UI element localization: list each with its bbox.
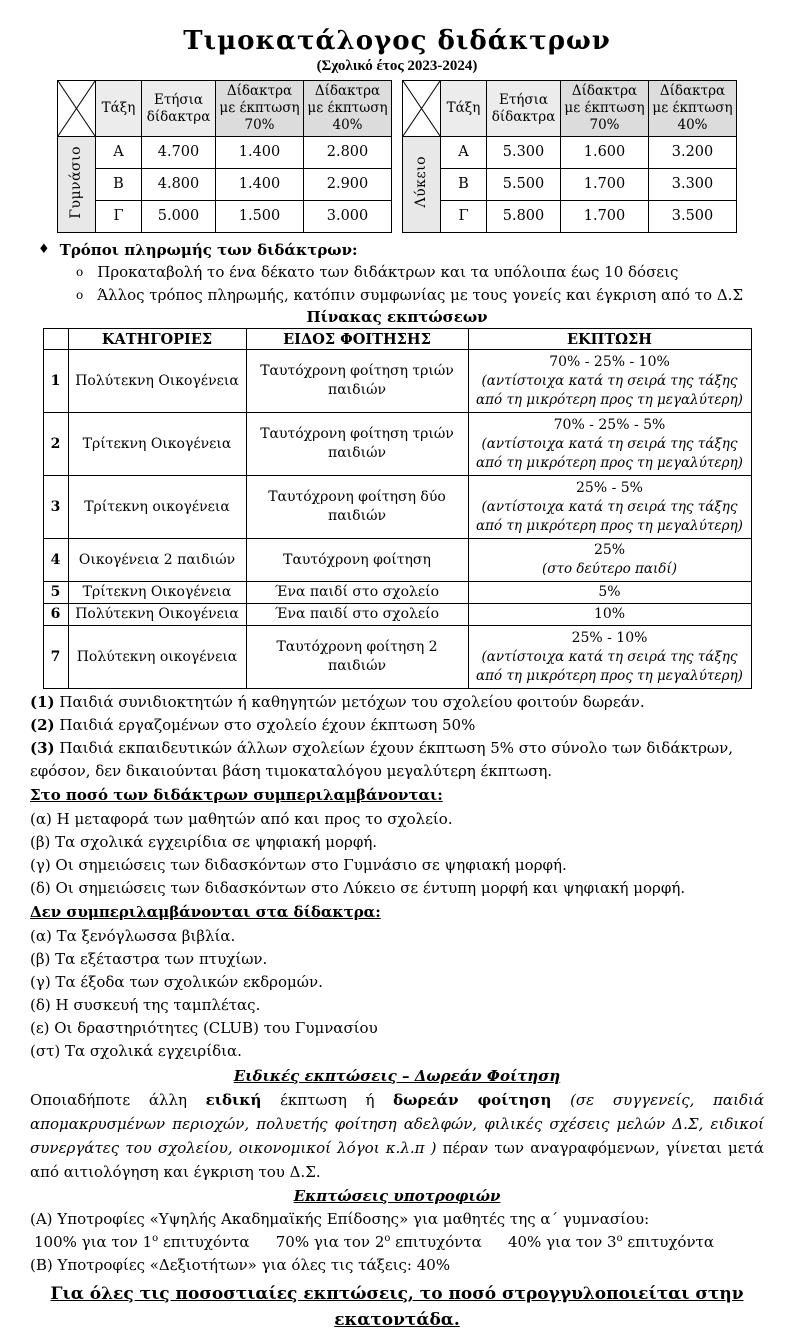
percent-post: επιτυχόντα — [390, 1233, 482, 1251]
row-type: Ένα παιδί στο σχολείο — [246, 604, 468, 626]
row-discount — [468, 350, 751, 413]
percent-sup: ο — [152, 1233, 159, 1244]
col-header-annual: Ετήσια δίδακτρα — [142, 81, 216, 137]
row-num: 6 — [43, 604, 68, 626]
row-category: Πολύτεκνη οικογένεια — [68, 626, 246, 689]
scholarships-heading: Εκπτώσεις υποτροφιών — [293, 1187, 501, 1205]
scholarship-percent-item — [34, 1231, 250, 1254]
row-type: Ταυτόχρονη φοίτηση τριών παιδιών — [246, 413, 468, 476]
row-type: Ταυτόχρονη φοίτηση — [246, 539, 468, 582]
row-discount — [468, 476, 751, 539]
percent-pre: 40% για τον 3 — [507, 1233, 617, 1251]
table-row — [43, 476, 751, 539]
fee-cell: 5.300 — [487, 137, 561, 169]
not-included-item: (ε) Οι δραστηριότητες (CLUB) του Γυμνασίου — [30, 1019, 378, 1037]
row-discount: 10% — [468, 604, 751, 626]
note-line — [30, 691, 764, 714]
notes-section — [30, 691, 764, 783]
discount-value: 25% - 5% — [576, 479, 643, 496]
scholarship-percents-row — [30, 1231, 764, 1254]
fee-cell: 5.500 — [487, 169, 561, 201]
percent-pre: 100% για τον 1 — [34, 1233, 153, 1251]
fee-table-gymnasio — [57, 80, 392, 233]
col-header-disc70: Δίδακτρα με έκπτωση 70% — [216, 81, 304, 137]
level-cell — [403, 137, 441, 233]
included-heading: Στο ποσό των διδάκτρων συμπεριλαμβάνονται: — [30, 786, 443, 804]
fee-cell: 3.500 — [649, 201, 737, 233]
col-header-disc70: Δίδακτρα με έκπτωση 70% — [561, 81, 649, 137]
discount-value: 25% - 10% — [571, 629, 648, 646]
note-number: (3) — [30, 739, 55, 757]
special-text-start: Οποιαδήποτε άλλη — [30, 1091, 206, 1109]
page-title: Τιμοκατάλογος διδάκτρων — [183, 26, 611, 56]
special-bold-1: ειδική — [205, 1091, 262, 1109]
fee-cell: 2.900 — [304, 169, 392, 201]
not-included-list — [30, 925, 764, 1063]
special-italic-part: (σε συγγενείς, παιδιά απομακρυσμένων περιοχών, πολυετής φοίτηση αδελφών, φιλικές σχέσεις μελών Δ.Σ, ειδικοί συνεργάτες του σχολείου, οικονομικοί λόγοι κ.λ.π ) — [30, 1091, 764, 1157]
discount-table-header-row — [43, 329, 751, 350]
percent-post: επιτυχόντα — [622, 1233, 714, 1251]
row-discount — [468, 413, 751, 476]
special-mid: έκπτωση ή — [261, 1091, 394, 1109]
included-item: (γ) Οι σημειώσεις των διδασκόντων στο Γυμνάσιο σε ψηφιακή μορφή. — [30, 856, 567, 874]
scholarship-line-b: (Β) Υποτροφίες «Δεξιοτήτων» για όλες τις τάξεις: 40% — [30, 1256, 451, 1274]
included-item: (β) Τα σχολικά εγχειρίδια σε ψηφιακή μορφή. — [30, 833, 378, 851]
fee-tables-container — [57, 80, 737, 233]
discount-table — [43, 328, 752, 689]
note-line — [30, 714, 764, 737]
discount-table-title: Πίνακας εκπτώσεων — [306, 308, 488, 326]
row-discount — [468, 539, 751, 582]
col-header-grade: Τάξη — [441, 81, 487, 137]
fee-cell: 5.800 — [487, 201, 561, 233]
row-discount — [468, 626, 751, 689]
header-num — [43, 329, 68, 350]
grade-cell: Α — [441, 137, 487, 169]
row-num: 2 — [43, 413, 68, 476]
row-category: Πολύτεκνη Οικογένεια — [68, 604, 246, 626]
row-category: Οικογένεια 2 παιδιών — [68, 539, 246, 582]
row-num: 7 — [43, 626, 68, 689]
row-category: Πολύτεκνη Οικογένεια — [68, 350, 246, 413]
not-included-item: (στ) Τα σχολικά εγχειρίδια. — [30, 1042, 242, 1060]
row-discount: 5% — [468, 582, 751, 604]
fee-cell: 1.700 — [561, 201, 649, 233]
payment-item-text: Άλλος τρόπος πληρωμής, κατόπιν συμφωνίας με τους γονείς και έγκριση από το Δ.Σ — [97, 286, 744, 304]
percent-post: επιτυχόντα — [158, 1233, 250, 1251]
table-row — [43, 604, 751, 626]
col-header-disc40: Δίδακτρα με έκπτωση 40% — [304, 81, 392, 137]
payment-heading: Τρόποι πληρωμής των διδάκτρων: — [59, 241, 358, 259]
not-included-heading: Δεν συμπεριλαμβάνονται στα δίδακτρα: — [30, 903, 381, 921]
row-num: 3 — [43, 476, 68, 539]
fee-cell: 3.000 — [304, 201, 392, 233]
circle-bullet-icon: o — [76, 288, 84, 302]
payment-heading-row — [38, 239, 764, 261]
note-text: Παιδιά συνιδιοκτητών ή καθηγητών μετόχων του σχολείου φοιτούν δωρεάν. — [54, 693, 645, 711]
special-text-end: πέραν των αναγραφόμενων, γίνεται μετά από αιτιολόγηση και έγκριση του Δ.Σ. — [30, 1139, 764, 1181]
row-type: Ταυτόχρονη φοίτηση 2 παιδιών — [246, 626, 468, 689]
included-list — [30, 808, 764, 900]
included-item: (δ) Οι σημειώσεις των διδασκόντων στο Λύκειο σε έντυπη μορφή και ψηφιακή μορφή. — [30, 879, 686, 897]
level-cell — [58, 137, 96, 233]
included-item: (α) Η μεταφορά των μαθητών από και προς το σχολείο. — [30, 810, 453, 828]
diagonal-cross-icon — [403, 81, 440, 136]
col-header-annual: Ετήσια δίδακτρα — [487, 81, 561, 137]
col-header-grade: Τάξη — [96, 81, 142, 137]
fee-cell: 4.800 — [142, 169, 216, 201]
not-included-item: (δ) Η συσκευή της ταμπλέτας. — [30, 996, 261, 1014]
level-label: Λύκειο — [413, 156, 429, 208]
diagonal-cross-icon — [58, 81, 95, 136]
col-header-disc40: Δίδακτρα με έκπτωση 40% — [649, 81, 737, 137]
percent-pre: 70% για τον 2 — [275, 1233, 385, 1251]
special-discounts-paragraph — [30, 1088, 764, 1184]
payment-item — [76, 261, 764, 284]
not-included-item: (α) Τα ξενόγλωσσα βιβλία. — [30, 927, 236, 945]
page-subtitle: (Σχολικό έτος 2023-2024) — [316, 58, 478, 74]
not-included-item: (γ) Τα έξοδα των σχολικών εκδρομών. — [30, 973, 323, 991]
header-category: ΚΑΤΗΓΟΡΙΕΣ — [68, 329, 246, 350]
fee-cell: 2.800 — [304, 137, 392, 169]
fee-cell: 4.700 — [142, 137, 216, 169]
table-row — [43, 582, 751, 604]
row-category: Τρίτεκνη οικογένεια — [68, 476, 246, 539]
discount-note: (αντίστοιχα κατά τη σειρά της τάξης από τη μικρότερη προς τη μεγαλύτερη) — [476, 372, 743, 408]
diagonal-corner-cell — [403, 81, 441, 137]
circle-bullet-icon: o — [76, 265, 84, 279]
fee-cell: 1.400 — [216, 169, 304, 201]
table-row — [43, 626, 751, 689]
row-num: 4 — [43, 539, 68, 582]
grade-cell: Γ — [96, 201, 142, 233]
row-num: 1 — [43, 350, 68, 413]
special-discounts-heading: Ειδικές εκπτώσεις – Δωρεάν Φοίτηση — [233, 1067, 561, 1085]
discount-note: (αντίστοιχα κατά τη σειρά της τάξης από τη μικρότερη προς τη μεγαλύτερη) — [476, 648, 743, 684]
row-type: Ταυτόχρονη φοίτηση τριών παιδιών — [246, 350, 468, 413]
grade-cell: Α — [96, 137, 142, 169]
level-label: Γυμνάσιο — [68, 145, 84, 219]
fee-cell: 1.600 — [561, 137, 649, 169]
table-row — [43, 350, 751, 413]
row-num: 5 — [43, 582, 68, 604]
table-row — [43, 413, 751, 476]
note-line — [30, 737, 764, 783]
header-type: ΕΙΔΟΣ ΦΟΙΤΗΣΗΣ — [246, 329, 468, 350]
note-number: (2) — [30, 716, 55, 734]
grade-cell: Γ — [441, 201, 487, 233]
percent-sup: ο — [616, 1233, 623, 1244]
discount-value: 25% — [593, 542, 626, 558]
fee-cell: 1.500 — [216, 201, 304, 233]
discount-note: (αντίστοιχα κατά τη σειρά της τάξης από τη μικρότερη προς τη μεγαλύτερη) — [476, 435, 743, 471]
table-row — [43, 539, 751, 582]
scholarship-percent-item — [508, 1231, 714, 1254]
not-included-item: (β) Τα εξέταστρα των πτυχίων. — [30, 950, 268, 968]
diagonal-corner-cell — [58, 81, 96, 137]
note-text: Παιδιά εκπαιδευτικών άλλων σχολείων έχουν έκπτωση 5% στο σύνολο των διδάκτρων, εφόσον, δεν δικαιούνται βάση τιμοκαταλόγου μεγαλύτερη έκπτωση. — [30, 739, 734, 780]
discount-value: 70% - 25% - 5% — [553, 416, 666, 433]
note-number: (1) — [30, 693, 55, 711]
percent-sup: ο — [384, 1233, 391, 1244]
payment-section — [38, 239, 764, 307]
scholarship-percent-item — [276, 1231, 482, 1254]
row-category: Τρίτεκνη Οικογένεια — [68, 582, 246, 604]
note-text: Παιδιά εργαζομένων στο σχολείο έχουν έκπτωση 50% — [54, 716, 476, 734]
footer-note-text: Για όλες τις ποσοστιαίες εκπτώσεις, το ποσό στρογγυλοποιείται στην εκατοντάδα. — [50, 1284, 744, 1330]
fee-cell: 3.200 — [649, 137, 737, 169]
fee-cell: 1.700 — [561, 169, 649, 201]
diamond-bullet-icon: ♦ — [38, 242, 50, 257]
payment-item — [76, 284, 764, 307]
grade-cell: Β — [96, 169, 142, 201]
footer-note — [30, 1281, 764, 1333]
discount-note: (στο δεύτερο παιδί) — [542, 561, 677, 577]
payment-item-text: Προκαταβολή το ένα δέκατο των διδάκτρων και τα υπόλοιπα έως 10 δόσεις — [97, 263, 679, 281]
scholarship-line-a: (Α) Υποτροφίες «Υψηλής Ακαδημαϊκής Επίδοσης» για μαθητές της α΄ γυμνασίου: — [30, 1210, 650, 1228]
row-type: Ταυτόχρονη φοίτηση δύο παιδιών — [246, 476, 468, 539]
fee-table-lykeio — [402, 80, 737, 233]
header-discount: ΕΚΠΤΩΣΗ — [468, 329, 751, 350]
fee-cell: 3.300 — [649, 169, 737, 201]
fee-cell: 1.400 — [216, 137, 304, 169]
special-bold-2: δωρεάν φοίτηση — [393, 1091, 552, 1109]
grade-cell: Β — [441, 169, 487, 201]
row-type: Ένα παιδί στο σχολείο — [246, 582, 468, 604]
fee-cell: 5.000 — [142, 201, 216, 233]
discount-note: (αντίστοιχα κατά τη σειρά της τάξης από τη μικρότερη προς τη μεγαλύτερη) — [476, 498, 743, 534]
row-category: Τρίτεκνη Οικογένεια — [68, 413, 246, 476]
discount-value: 70% - 25% - 10% — [549, 353, 670, 370]
